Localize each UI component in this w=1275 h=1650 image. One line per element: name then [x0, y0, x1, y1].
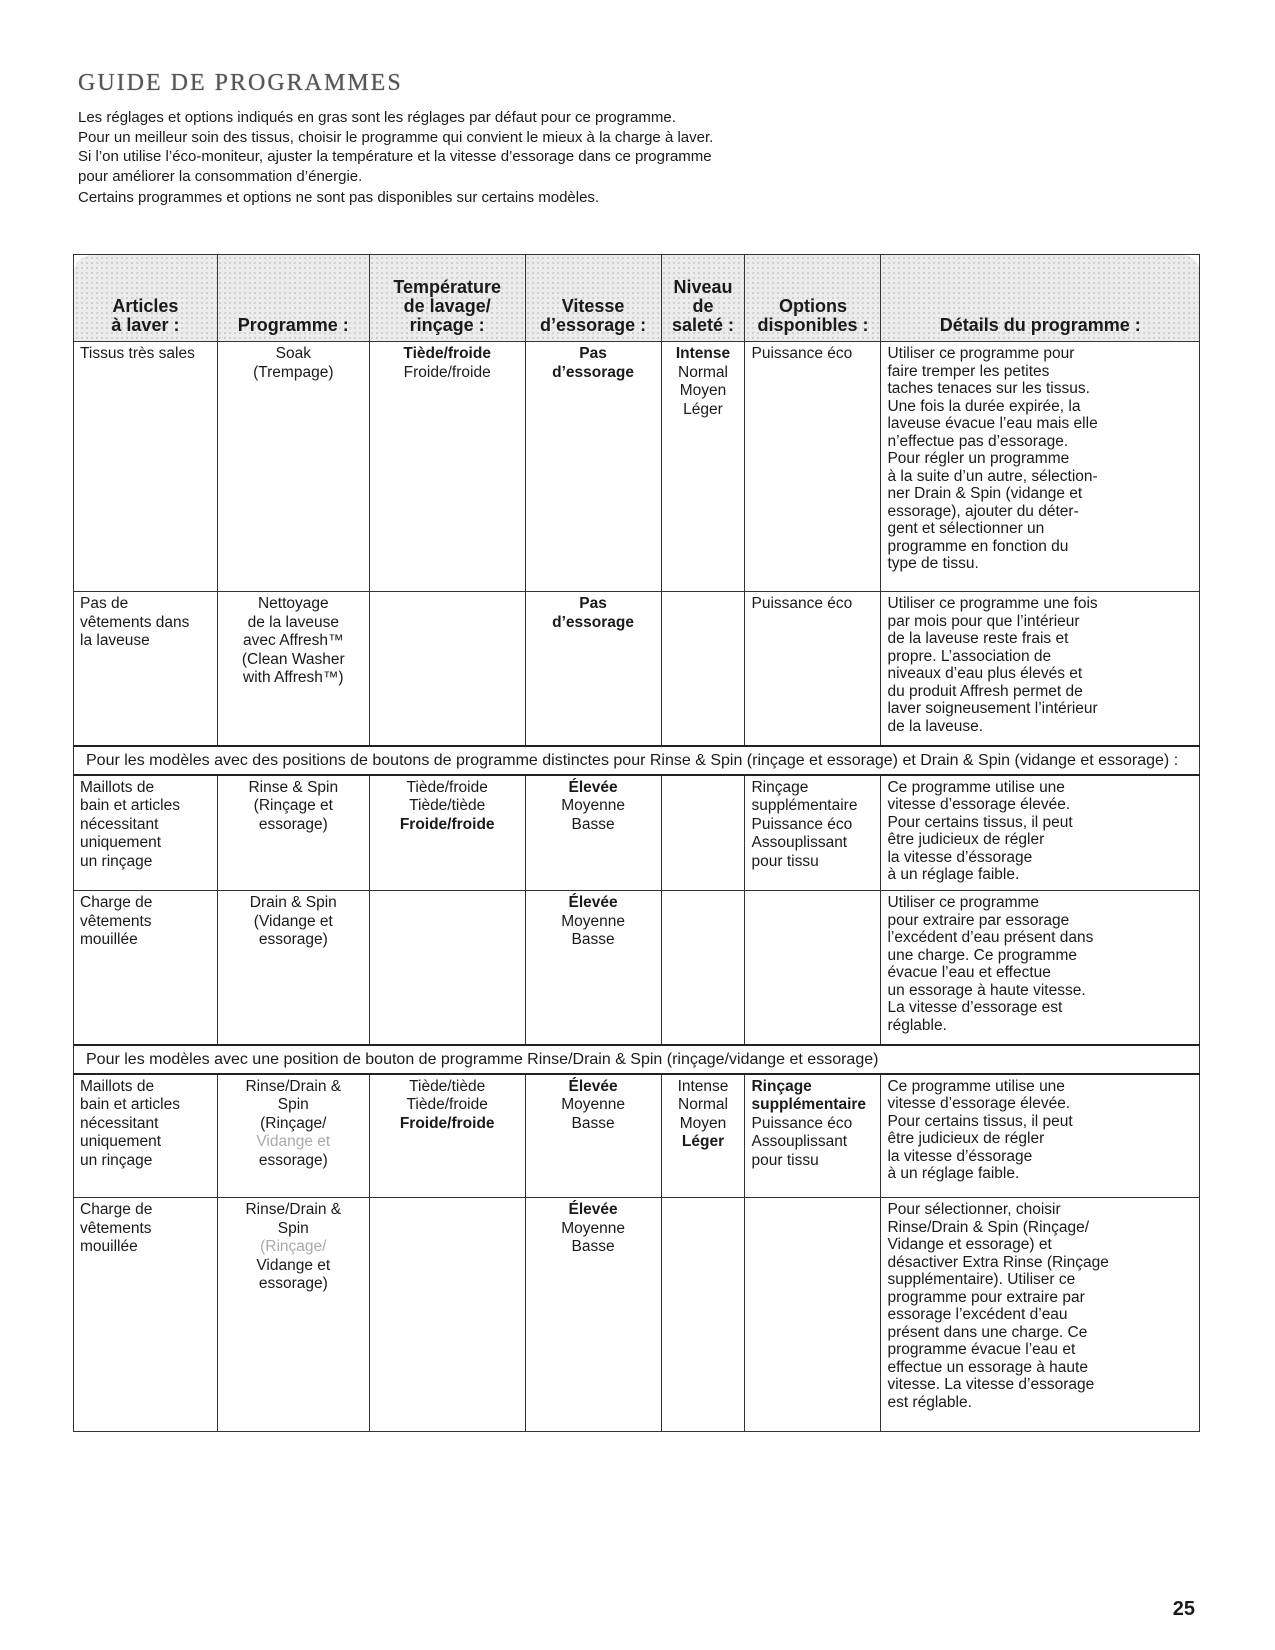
cell-programme: [217, 775, 369, 891]
cell-programme: [217, 1198, 369, 1432]
cell-line-default: Élevée: [568, 778, 618, 796]
cell-line: Basse: [571, 815, 615, 833]
cell-line: à la suite d’un autre, sélection-: [887, 467, 1098, 485]
cell-line: Pour sélectionner, choisir: [887, 1201, 1061, 1218]
intro-line: Les réglages et options indiqués en gras sont les réglages par défaut pour ce programme.: [78, 109, 676, 126]
cell-temperature: [369, 775, 525, 891]
cell-line-default: Élevée: [568, 1077, 618, 1095]
table-row: [74, 592, 1200, 746]
cell-line: avec Affresh™: [243, 632, 344, 649]
cell-line: Soak: [275, 345, 311, 362]
cell-line: (Vidange et: [253, 912, 333, 930]
header-options: [745, 255, 881, 342]
cell-line: Basse: [571, 1114, 615, 1132]
cell-line: Charge de: [80, 1201, 153, 1218]
cell-line: uniquement: [80, 834, 162, 851]
cell-line: Basse: [571, 931, 615, 948]
cell-line: être judicieux de régler: [887, 1130, 1045, 1147]
cell-line: Vidange et: [256, 1133, 331, 1150]
cell-niveau: [661, 1074, 745, 1198]
cell-line-default: d’essorage: [552, 613, 634, 631]
cell-programme: [217, 891, 369, 1045]
header-line: saleté :: [671, 315, 735, 335]
cell-line: Ce programme utilise une: [887, 778, 1065, 796]
cell-line: Pour certains tissus, il peut: [887, 813, 1073, 831]
cell-line: (Rinçage/: [260, 1114, 327, 1132]
cell-line: Basse: [571, 1238, 615, 1255]
cell-options: [745, 342, 881, 592]
cell-niveau: [661, 592, 745, 746]
table-row: [74, 342, 1200, 592]
cell-options: [745, 1074, 881, 1198]
cell-line: vitesse d’essorage élevée.: [887, 796, 1071, 813]
cell-line: vitesse d’essorage élevée.: [887, 1095, 1071, 1112]
page-number: 25: [1172, 1598, 1195, 1620]
cell-line: programme en fonction du: [887, 537, 1069, 555]
cell-temperature: [369, 891, 525, 1045]
cell-line: supplémentaire). Utiliser ce: [887, 1271, 1076, 1288]
cell-line: Spin: [277, 1219, 309, 1237]
cell-line: La vitesse d’essorage est: [887, 999, 1063, 1016]
cell-line: la vitesse d’éssorage: [887, 848, 1033, 866]
cell-line: essorage l’excédent d’eau: [887, 1306, 1068, 1323]
cell-line-default: Tiède/froide: [403, 345, 491, 362]
cell-articles: [74, 891, 218, 1045]
cell-line: Moyenne: [561, 797, 625, 814]
cell-line: à un réglage faible.: [887, 866, 1020, 883]
cell-niveau: [661, 342, 745, 592]
cell-options: [745, 891, 881, 1045]
cell-line: un rinçage: [80, 1151, 153, 1169]
cell-line: (Rinçage et: [253, 797, 333, 814]
cell-niveau: [661, 891, 745, 1045]
table-row: [74, 891, 1200, 1045]
cell-articles: [74, 775, 218, 891]
cell-line: effectue un essorage à haute: [887, 1358, 1088, 1376]
section-note: Pour les modèles avec une position de bouton de programme Rinse/Drain & Spin (rinçage/vidange et essorage): [74, 1045, 1200, 1074]
cell-line: uniquement: [80, 1133, 162, 1150]
header-line: de: [692, 296, 714, 316]
page-title: GUIDE DE PROGRAMMES: [78, 70, 403, 96]
intro-line: pour améliorer la consommation d’énergie.: [78, 167, 363, 185]
cell-articles: [74, 1074, 218, 1198]
cell-articles: [74, 342, 218, 592]
cell-line: Tiède/tiède: [409, 797, 486, 814]
cell-line: Puissance éco: [751, 1114, 853, 1132]
cell-line: laver soigneusement l’intérieur: [887, 700, 1098, 717]
intro-line: Pour un meilleur soin des tissus, choisir le programme qui convient le mieux à la charge à laver.: [78, 128, 714, 146]
cell-line: bain et articles: [80, 1096, 180, 1113]
cell-line: Charge de: [80, 894, 153, 911]
cell-line: supplémentaire: [751, 797, 858, 814]
cell-line: (Trempage): [253, 363, 334, 381]
cell-line: vitesse. La vitesse d’essorage: [887, 1376, 1095, 1393]
header-line: Température: [393, 277, 502, 297]
cell-programme: [217, 592, 369, 746]
cell-line: Normal: [678, 1096, 728, 1113]
cell-line: niveaux d’eau plus élevés et: [887, 665, 1083, 682]
cell-line: gent et sélectionner un: [887, 520, 1045, 537]
cell-line: with Affresh™): [243, 669, 344, 686]
cell-line: vêtements: [80, 912, 152, 930]
cell-programme: [217, 1074, 369, 1198]
header-line: à laver :: [111, 315, 180, 335]
header-line: d’essorage :: [540, 315, 647, 335]
cell-line: Spin: [277, 1096, 309, 1113]
cell-line: Moyenne: [561, 1096, 625, 1113]
header-line: rinçage :: [409, 315, 485, 335]
cell-line: type de tissu.: [887, 555, 979, 572]
header-temperature: [369, 255, 525, 342]
cell-line: nécessitant: [80, 1114, 159, 1132]
cell-line-default: Pas: [579, 345, 607, 362]
cell-temperature: [369, 1198, 525, 1432]
table-row: [74, 1074, 1200, 1198]
section-row: [74, 1045, 1200, 1074]
cell-line: la laveuse: [80, 632, 150, 649]
cell-line: Moyen: [679, 1114, 727, 1132]
cell-line: essorage), ajouter du déter-: [887, 502, 1079, 520]
cell-line: désactiver Extra Rinse (Rinçage: [887, 1253, 1109, 1271]
section-note: Pour les modèles avec des positions de boutons de programme distinctes pour Rinse & Spin (rinçage et essorage) et Drain & Spin (vidange et essorage) :: [74, 746, 1200, 775]
cell-line: mouillée: [80, 1238, 138, 1255]
header-line: Articles: [112, 296, 179, 316]
cell-line: Maillots de: [80, 1077, 155, 1095]
header-programme: [217, 255, 369, 342]
cell-line: est réglable.: [887, 1393, 972, 1411]
cell-line: une charge. Ce programme: [887, 946, 1077, 964]
cell-line: Intense: [677, 1077, 729, 1095]
cell-line: Utiliser ce programme: [887, 894, 1040, 911]
header-details: [881, 255, 1200, 342]
header-line: de lavage/: [403, 296, 491, 316]
cell-line-default: Élevée: [568, 894, 618, 911]
header-line: Niveau: [673, 277, 733, 297]
intro-line: Certains programmes et options ne sont pas disponibles sur certains modèles.: [78, 189, 600, 206]
cell-temperature: [369, 342, 525, 592]
cell-articles: [74, 592, 218, 746]
header-articles: [74, 255, 218, 342]
cell-details: [881, 592, 1200, 746]
cell-line: de la laveuse.: [887, 717, 984, 735]
cell-line: Rinse/Drain & Spin (Rinçage/: [887, 1218, 1090, 1236]
cell-line: mouillée: [80, 931, 138, 948]
cell-line: Normal: [678, 363, 728, 381]
cell-line: Moyenne: [561, 1219, 625, 1237]
cell-line-default: Froide/froide: [399, 815, 495, 833]
cell-line: Puissance éco: [751, 595, 853, 612]
cell-line-default: Élevée: [568, 1201, 618, 1218]
cell-details: [881, 1198, 1200, 1432]
cell-line: taches tenaces sur les tissus.: [887, 380, 1090, 397]
cell-line: Assouplissant: [751, 834, 848, 851]
cell-line: Ce programme utilise une: [887, 1077, 1065, 1095]
cell-vitesse: [525, 592, 661, 746]
cell-niveau: [661, 775, 745, 891]
cell-line: Rinse & Spin: [248, 778, 339, 796]
cell-niveau: [661, 1198, 745, 1432]
cell-line-default: Rinçage: [751, 1077, 812, 1095]
cell-line: présent dans une charge. Ce: [887, 1323, 1088, 1341]
cell-line: programme pour extraire par: [887, 1288, 1085, 1306]
cell-line: un essorage à haute vitesse.: [887, 981, 1086, 999]
cell-details: [881, 342, 1200, 592]
header-line: Programme :: [237, 315, 349, 335]
cell-details: [881, 891, 1200, 1045]
cell-details: [881, 775, 1200, 891]
cell-temperature: [369, 592, 525, 746]
cell-line: nécessitant: [80, 815, 159, 833]
cell-line: Léger: [683, 400, 723, 418]
cell-line: pour tissu: [751, 852, 819, 870]
cell-line: essorage): [258, 1275, 328, 1292]
cell-vitesse: [525, 1198, 661, 1432]
cell-line: à un réglage faible.: [887, 1165, 1020, 1182]
cell-programme: [217, 342, 369, 592]
cell-line: programme évacue l’eau et: [887, 1341, 1076, 1358]
program-guide-table: [73, 254, 1200, 1432]
cell-line: Puissance éco: [751, 815, 853, 833]
cell-line: Moyenne: [561, 912, 625, 930]
cell-articles: [74, 1198, 218, 1432]
cell-line: Une fois la durée expirée, la: [887, 397, 1081, 415]
cell-options: [745, 775, 881, 891]
cell-line: vêtements dans: [80, 613, 190, 631]
cell-options: [745, 592, 881, 746]
cell-line-default: d’essorage: [552, 363, 634, 381]
cell-line: Froide/froide: [403, 363, 491, 381]
cell-line: Puissance éco: [751, 345, 853, 362]
cell-line: Utiliser ce programme pour: [887, 345, 1075, 362]
cell-line: Tiède/froide: [406, 778, 488, 796]
cell-line: faire tremper les petites: [887, 362, 1050, 380]
intro-text: [78, 108, 978, 208]
cell-line: Utiliser ce programme une fois: [887, 595, 1098, 612]
cell-line: l’excédent d’eau présent dans: [887, 929, 1094, 946]
header-line: Vitesse: [561, 296, 625, 316]
cell-line: réglable.: [887, 1016, 947, 1034]
cell-line: essorage): [258, 1151, 328, 1169]
cell-line: par mois pour que l’intérieur: [887, 612, 1080, 630]
cell-line: un rinçage: [80, 852, 153, 870]
section-row: [74, 746, 1200, 775]
cell-line-default: Intense: [675, 345, 731, 362]
cell-line: être judicieux de régler: [887, 831, 1045, 848]
cell-line-default: Pas: [579, 595, 607, 612]
cell-line: évacue l’eau et effectue: [887, 964, 1051, 981]
table-row: [74, 775, 1200, 891]
cell-line: Rinse/Drain &: [245, 1077, 342, 1095]
cell-line: Pour certains tissus, il peut: [887, 1112, 1073, 1130]
cell-line: Vidange et: [256, 1256, 331, 1274]
cell-line: (Rinçage/: [260, 1238, 327, 1255]
cell-line-default: supplémentaire: [751, 1096, 867, 1113]
cell-line: Tiède/tiède: [409, 1077, 486, 1095]
cell-line: de la laveuse: [247, 613, 339, 631]
cell-vitesse: [525, 891, 661, 1045]
cell-line: n’effectue pas d’essorage.: [887, 432, 1069, 450]
cell-line: laveuse évacue l’eau mais elle: [887, 415, 1098, 432]
cell-line: Rinse/Drain &: [245, 1201, 342, 1218]
cell-line: Moyen: [679, 382, 727, 399]
table-row: [74, 1198, 1200, 1432]
cell-line: pour tissu: [751, 1151, 819, 1169]
header-line: Options: [778, 296, 847, 316]
cell-line: Drain & Spin: [249, 894, 337, 911]
cell-line: bain et articles: [80, 797, 180, 814]
cell-line: pour extraire par essorage: [887, 911, 1070, 929]
cell-line: propre. L’association de: [887, 647, 1052, 665]
cell-line: Assouplissant: [751, 1133, 848, 1150]
cell-vitesse: [525, 342, 661, 592]
header-line: disponibles :: [757, 315, 869, 335]
header-vitesse: [525, 255, 661, 342]
cell-details: [881, 1074, 1200, 1198]
cell-line-default: Léger: [681, 1133, 725, 1150]
cell-options: [745, 1198, 881, 1432]
cell-vitesse: [525, 775, 661, 891]
cell-line: (Clean Washer: [241, 650, 345, 668]
cell-line: essorage): [258, 815, 328, 833]
cell-line: Tissus très sales: [80, 345, 195, 362]
cell-line: Pour régler un programme: [887, 450, 1070, 467]
header-line: Détails du programme :: [939, 315, 1141, 335]
cell-line: Pas de: [80, 595, 129, 612]
cell-line: Tiède/froide: [406, 1096, 488, 1113]
cell-line: Rinçage: [751, 778, 809, 796]
cell-line: Vidange et essorage) et: [887, 1236, 1052, 1253]
table-header-row: [74, 255, 1200, 342]
intro-line: Si l’on utilise l’éco-moniteur, ajuster la température et la vitesse d’essorage dans ce programme: [78, 148, 712, 165]
cell-line: de la laveuse reste frais et: [887, 630, 1069, 647]
cell-line: la vitesse d’éssorage: [887, 1147, 1033, 1165]
cell-line: Nettoyage: [257, 595, 329, 612]
cell-line: du produit Affresh permet de: [887, 682, 1083, 700]
cell-vitesse: [525, 1074, 661, 1198]
cell-line: essorage): [258, 931, 328, 948]
cell-line: ner Drain & Spin (vidange et: [887, 485, 1083, 502]
cell-line-default: Froide/froide: [399, 1114, 495, 1132]
cell-temperature: [369, 1074, 525, 1198]
header-niveau: [661, 255, 745, 342]
cell-line: Maillots de: [80, 778, 155, 796]
cell-line: vêtements: [80, 1219, 152, 1237]
